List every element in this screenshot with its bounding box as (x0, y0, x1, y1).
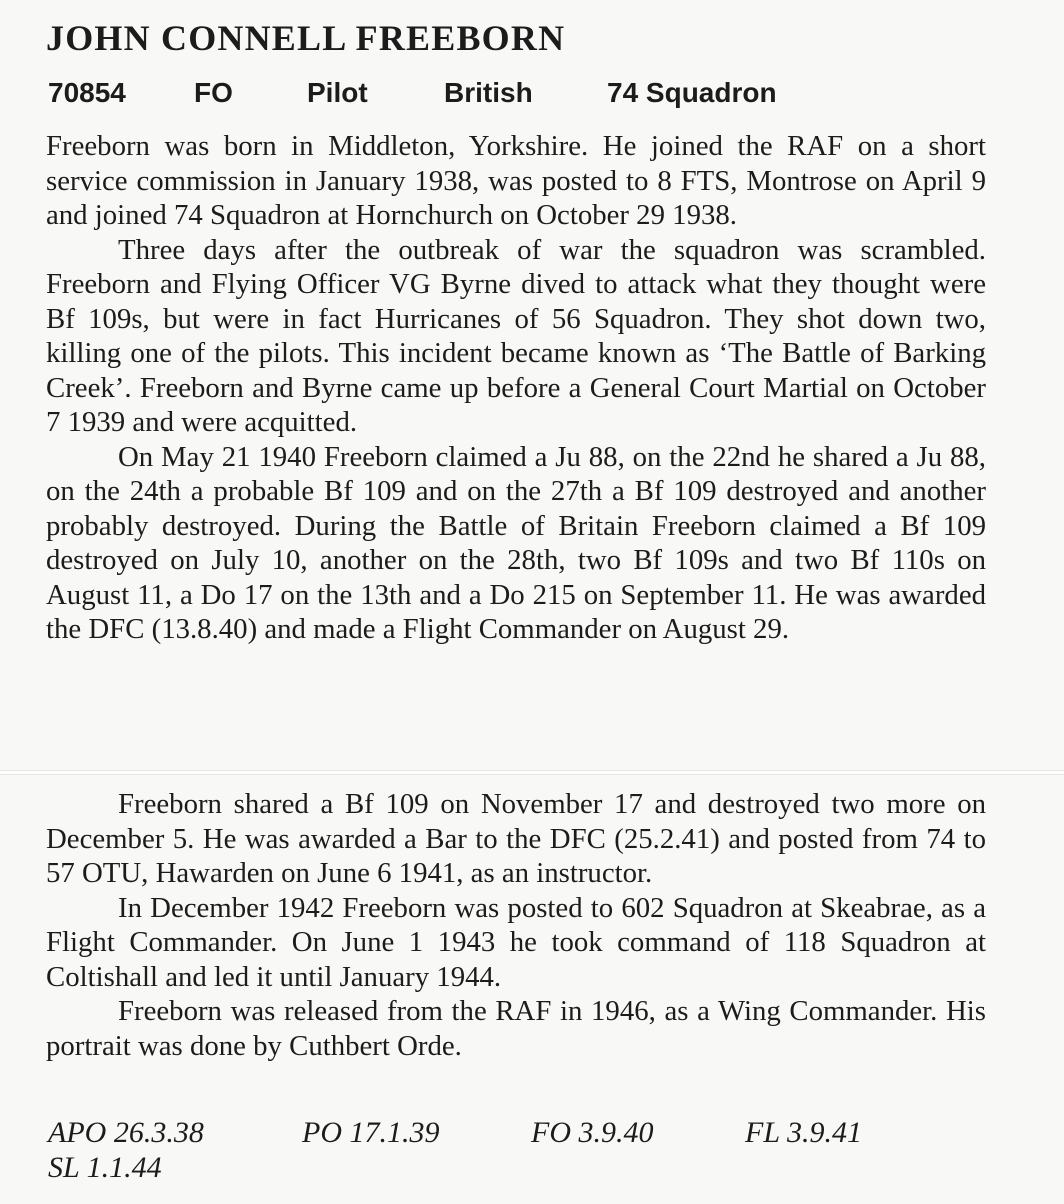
rank-label: FO (194, 77, 233, 108)
page-title: JOHN CONNELL FREEBORN (46, 18, 566, 58)
promotion-apo: APO 26.3.38 (48, 1116, 204, 1149)
paragraph: On May 21 1940 Freeborn claimed a Ju 88, on the 22nd he shared a Ju 88, on the 24th a probable Bf 109 and on the 27th a Bf 109 destroyed and another probably destroyed. During the Battle of Britain Freeborn claimed a Bf 109 destroyed on July 10, another on the 28th, two Bf 109s and two Bf 110s on August 11, a Do 17 on the 13th and a Do 215 on September 11. He was awarded the DFC (13.8.40) and made a Flight Commander on August 29. (46, 440, 986, 645)
paragraph: Freeborn shared a Bf 109 on November 17 and destroyed two more on December 5. He was awarded a Bar to the DFC (25.2.41) and posted from 74 to 57 OTU, Hawarden on June 6 1941, as an instructor. (46, 788, 986, 889)
paragraph: Freeborn was released from the RAF in 1946, as a Wing Commander. His portrait was done by Cuthbert Orde. (46, 995, 986, 1062)
biography-section-2 (46, 787, 986, 1063)
section-divider (0, 770, 1064, 775)
paragraph: In December 1942 Freeborn was posted to 602 Squadron at Skeabrae, as a Flight Commander. On June 1 1943 he took command of 118 Squadron at Coltishall and led it until January 1944. (46, 891, 986, 993)
promotion-po: PO 17.1.39 (302, 1116, 440, 1149)
promotion-sl: SL 1.1.44 (48, 1151, 162, 1184)
promotion-fl: FL 3.9.41 (745, 1116, 862, 1149)
paragraph: Three days after the outbreak of war the squadron was scrambled. Freeborn and Flying Officer VG Byrne dived to attack what they thought were Bf 109s, but were in fact Hurricanes of 56 Squadron. They shot down two, killing one of the pilots. This incident became known as ‘The Battle of Barking Creek’. Freeborn and Byrne came up before a General Court Martial on October 7 1939 and were acquitted. (46, 233, 986, 438)
squadron-label: 74 Squadron (607, 77, 777, 108)
promotion-fo: FO 3.9.40 (531, 1116, 654, 1149)
paragraph: Freeborn was born in Middleton, Yorkshire. He joined the RAF on a short service commission in January 1938, was posted to 8 FTS, Montrose on April 9 and joined 74 Squadron at Hornchurch on October 29 1938. (46, 130, 986, 231)
biography-section-1 (46, 129, 986, 647)
nationality-label: British (444, 77, 533, 108)
service-number: 70854 (48, 77, 126, 108)
role-label: Pilot (307, 77, 368, 108)
